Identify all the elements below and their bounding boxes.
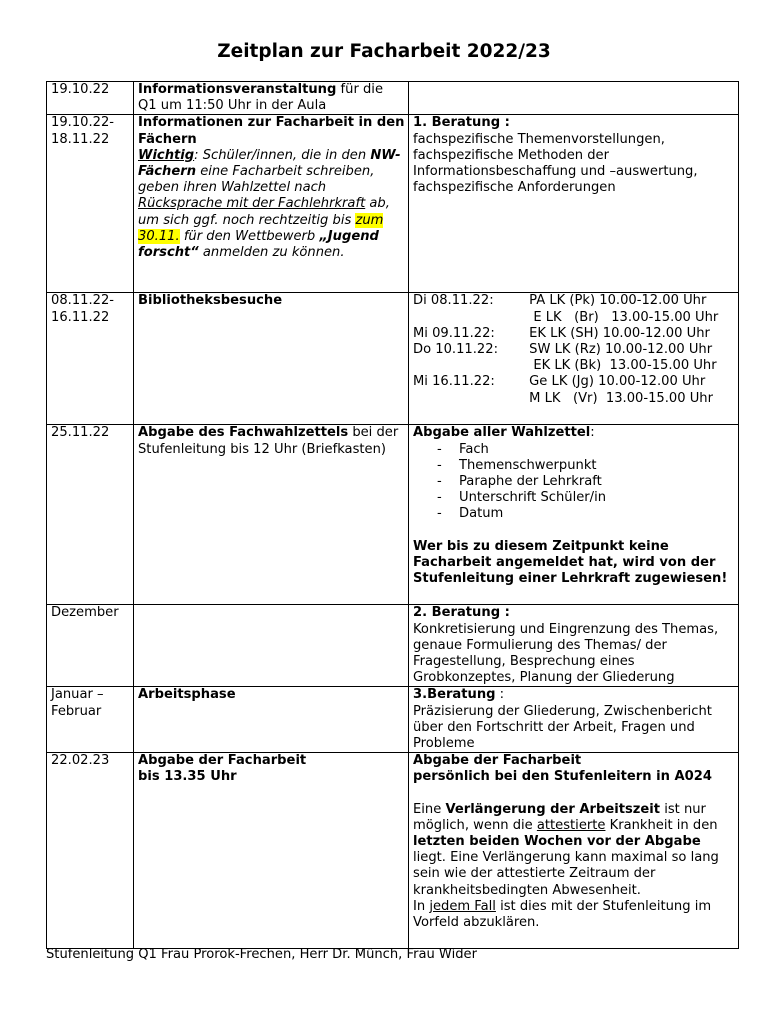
schedule-day: Do 10.11.22: (413, 342, 498, 358)
date-cell (47, 115, 134, 293)
list-item (413, 506, 735, 522)
date-text: 25.11.22 (51, 425, 110, 441)
info-colon: : (590, 425, 595, 441)
info-text: fachspezifische Themenvorstellungen, fachspezifische Methoden der Informationsbeschaffung und –auswertung, fachspezifische Anforderungen (413, 131, 698, 196)
event-cell (134, 82, 409, 115)
schedule-slot: Ge LK (Jg) 10.00-12.00 Uhr (525, 374, 706, 390)
deadline-warning: Wer bis zu diesem Zeitpunkt keine Facharbeit angemeldet hat, wird von der Stufenleitung einer Lehrkraft zugewiesen! (413, 538, 728, 587)
schedule-table (46, 81, 739, 949)
extension-paragraph (413, 802, 735, 899)
event-cell (134, 115, 409, 293)
para-text: ist dies mit der Stufenleitung im Vorfeld abzuklären. (413, 898, 712, 931)
date-text: 19.10.22-18.11.22 (51, 115, 115, 147)
event-text: für die Q1 um 11:50 Uhr in der Aula (138, 82, 383, 114)
date-cell (47, 82, 134, 115)
schedule-day: Di 08.11.22: (413, 293, 494, 309)
list-item-text: Datum (459, 506, 504, 522)
event-title: Arbeitsphase (138, 687, 236, 703)
table-row (47, 687, 739, 753)
table-row (47, 115, 739, 293)
note-label: Wichtig (138, 147, 195, 163)
list-item (413, 458, 735, 474)
info-cell (409, 82, 739, 115)
note-highlight: zum 30.11. (138, 212, 384, 244)
note-emphasis: „Jugend forscht“ (138, 228, 379, 261)
info-title: Abgabe der Facharbeit (413, 753, 582, 769)
para-underline: attestierte (536, 817, 606, 833)
info-subtitle: persönlich bei den Stufenleitern in A024 (413, 769, 712, 785)
note-underline: Rücksprache mit der Fachlehrkraft (138, 196, 366, 212)
table-row (47, 753, 739, 949)
note-text: eine Facharbeit schreiben, geben ihren Wahlzettel nach (138, 164, 375, 196)
event-title: Abgabe des Fachwahlzettels (138, 425, 349, 441)
date-cell (47, 425, 134, 605)
para-emphasis: Verlängerung der Arbeitszeit (445, 801, 661, 817)
date-text: 22.02.23 (51, 753, 110, 769)
para-text: liegt. Eine Verlängerung kann maximal so lang sein wie der attestierte Zeitraum der krankheitsbedingten Abwesenheit. (413, 850, 719, 898)
note-text: für den Wettbewerb (179, 228, 320, 244)
info-cell (409, 605, 739, 687)
para-text: Krankheit in den (605, 817, 718, 833)
form-field-list (413, 442, 735, 523)
para-text: Eine (413, 801, 446, 817)
date-text: Dezember (51, 605, 119, 621)
list-item-text: Fach (459, 441, 489, 457)
event-cell (134, 293, 409, 425)
event-title: Informationsveranstaltung (138, 82, 337, 97)
schedule-day: Mi 16.11.22: (413, 374, 495, 390)
date-text: Januar – Februar (51, 687, 104, 719)
event-cell (134, 753, 409, 949)
info-cell (409, 115, 739, 293)
para-underline: jedem Fall (429, 898, 496, 914)
schedule-day (413, 391, 525, 407)
info-cell (409, 687, 739, 753)
clarification-paragraph (413, 899, 735, 931)
info-title: 3.Beratung (413, 687, 496, 703)
para-emphasis: letzten beiden Wochen vor der Abgabe (413, 834, 701, 850)
info-cell (409, 293, 739, 425)
date-cell (47, 605, 134, 687)
list-item-text: Themenschwerpunkt (459, 457, 597, 473)
note-text: anmelden zu können. (198, 245, 345, 261)
event-cell (134, 687, 409, 753)
event-note (138, 148, 405, 261)
info-title: Abgabe aller Wahlzettel (413, 425, 591, 441)
info-title: 2. Beratung : (413, 605, 510, 621)
list-item (413, 474, 735, 490)
para-text: ist nur möglich, wenn die (413, 801, 706, 833)
schedule-slot: M LK (Vr) 13.00-15.00 Uhr (525, 390, 713, 406)
info-colon: : (495, 687, 505, 703)
schedule-slot: EK LK (Bk) 13.00-15.00 Uhr (525, 358, 717, 374)
event-deadline: bis 13.35 Uhr (138, 769, 237, 785)
schedule-day: Mi 09.11.22: (413, 325, 495, 341)
event-cell (134, 605, 409, 687)
list-item (413, 490, 735, 506)
event-title: Abgabe der Facharbeit (138, 753, 307, 769)
info-title: 1. Beratung : (413, 115, 510, 131)
event-cell (134, 425, 409, 605)
list-item-text: Paraphe der Lehrkraft (459, 474, 602, 490)
date-cell (47, 293, 134, 425)
table-row (47, 293, 739, 425)
table-row (47, 82, 739, 115)
date-text: 08.11.22-16.11.22 (51, 293, 115, 325)
library-schedule (413, 293, 735, 406)
event-title: Bibliotheksbesuche (138, 293, 283, 309)
footer-contacts: Stufenleitung Q1 Frau Prorok-Frechen, Herr Dr. Münch, Frau Wider (46, 947, 477, 962)
list-item (413, 442, 735, 458)
date-cell (47, 753, 134, 949)
note-text: : Schüler/innen, die in den (194, 147, 371, 163)
info-cell (409, 753, 739, 949)
list-item-text: Unterschrift Schüler/in (459, 490, 607, 506)
page-title: Zeitplan zur Facharbeit 2022/23 (217, 41, 551, 62)
table-row (47, 605, 739, 687)
event-text: bei der Stufenleitung bis 12 Uhr (Briefkasten) (138, 425, 399, 457)
schedule-slot: E LK (Br) 13.00-15.00 Uhr (525, 309, 719, 325)
para-text: In (413, 898, 430, 914)
note-emphasis: NW-Fächern (138, 147, 401, 180)
schedule-slot: PA LK (Pk) 10.00-12.00 Uhr (525, 293, 707, 309)
note-text: ab, um sich ggf. noch rechtzeitig bis (138, 196, 390, 228)
schedule-day (413, 310, 525, 326)
info-cell (409, 425, 739, 605)
date-text: 19.10.22 (51, 82, 110, 97)
info-text: Konkretisierung und Eingrenzung des Themas, genaue Formulierung des Themas/ der Fragestellung, Besprechung eines Grobkonzeptes, Planung der Gliederung (413, 621, 719, 686)
schedule-slot: EK LK (SH) 10.00-12.00 Uhr (525, 325, 710, 341)
table-row (47, 425, 739, 605)
event-title: Informationen zur Facharbeit in den Fächern (138, 115, 405, 147)
schedule-slot: SW LK (Rz) 10.00-12.00 Uhr (525, 342, 713, 358)
date-cell (47, 687, 134, 753)
schedule-day (413, 358, 525, 374)
info-text: Präzisierung der Gliederung, Zwischenbericht über den Fortschritt der Arbeit, Fragen und Probleme (413, 703, 712, 752)
